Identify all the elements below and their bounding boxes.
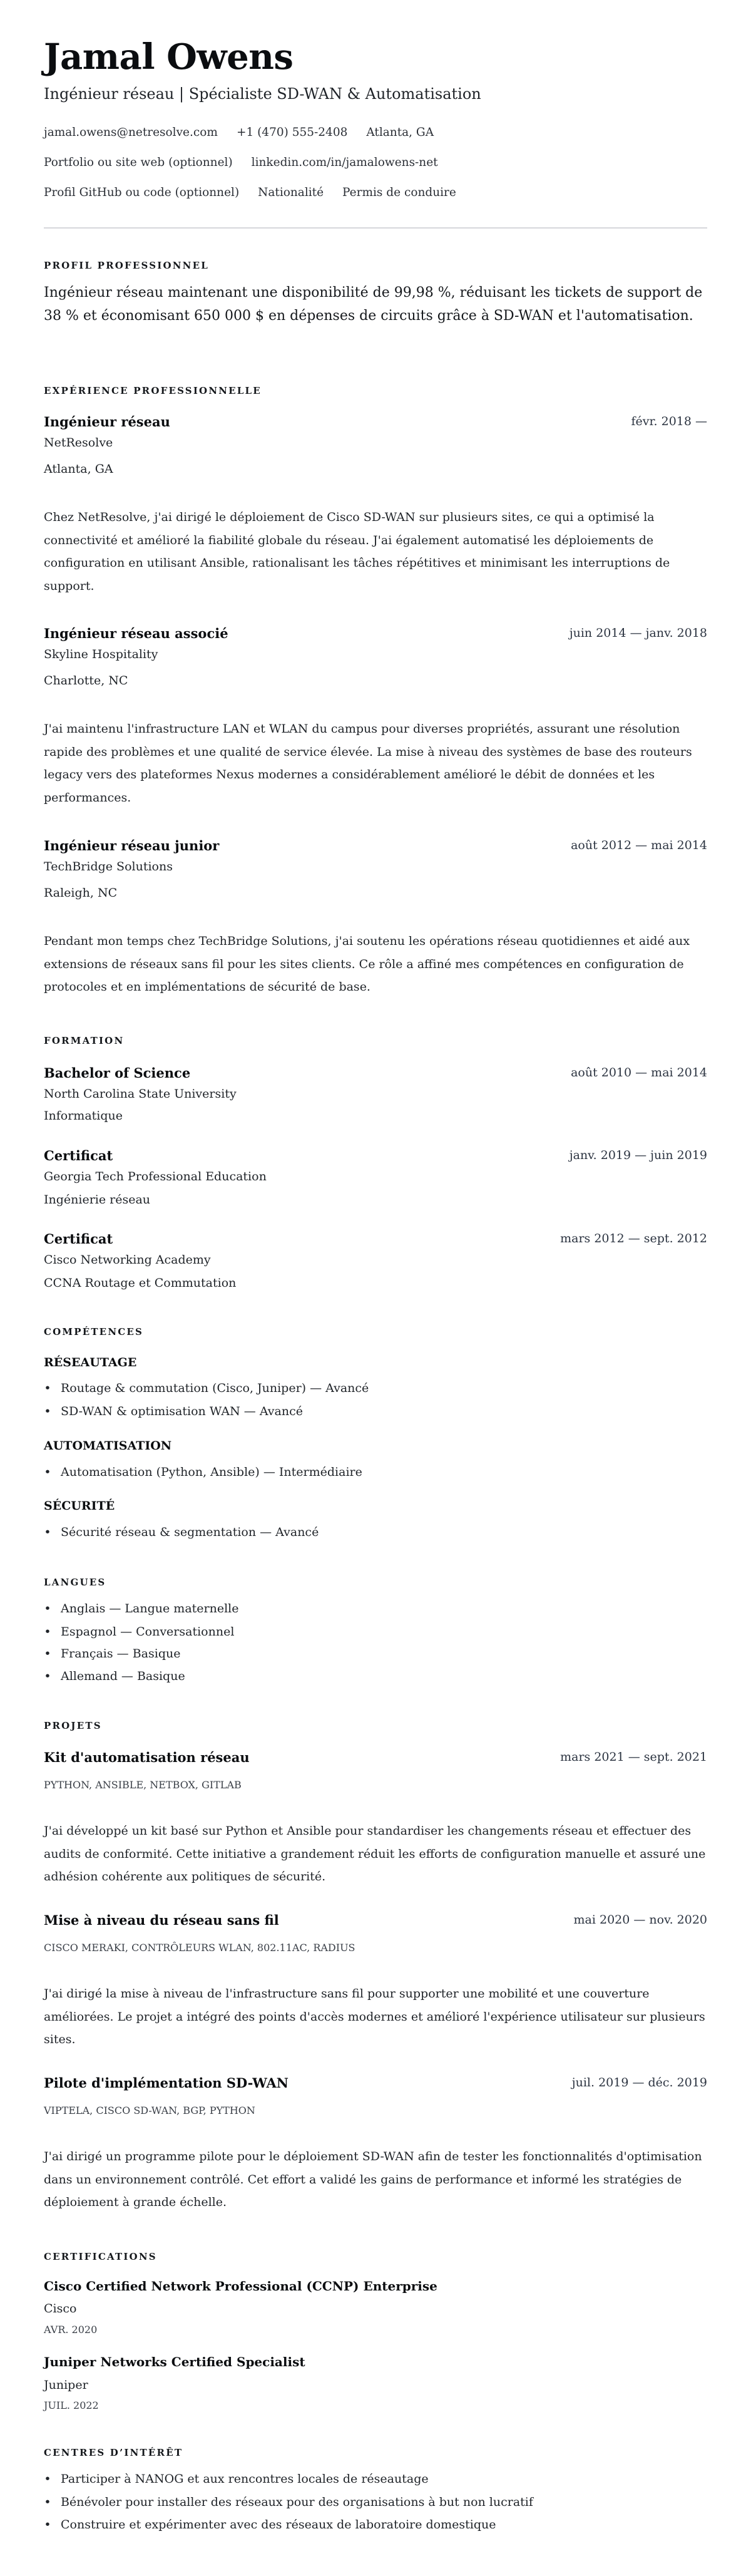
- job-company: TechBridge Solutions: [44, 860, 173, 873]
- job-description: Pendant mon temps chez TechBridge Solutions, j'ai soutenu les opérations réseau quotidiennes et aidé aux extensions de réseaux sans fil pour les sites clients. Ce rôle a affiné mes compétences en configuration de protocoles et en implémentations de sécurité de base.: [44, 934, 690, 994]
- school-name: Georgia Tech Professional Education: [44, 1170, 267, 1183]
- section-title-summary: PROFIL PROFESSIONNEL: [44, 260, 209, 271]
- certification-name: Cisco Certified Network Professional (CCNP) Enterprise: [44, 2279, 437, 2294]
- education-dates: mars 2012 — sept. 2012: [560, 1232, 707, 1245]
- contact-row-3: [44, 185, 456, 201]
- language-text: Français — Basique: [61, 1647, 181, 1661]
- candidate-headline: Ingénieur réseau | Spécialiste SD-WAN & Automatisation: [44, 85, 481, 103]
- summary-text: Ingénieur réseau maintenant une disponibilité de 99,98 %, réduisant les tickets de support de 38 % et économisant 650 000 $ en dépenses de circuits grâce à SD-WAN et l'automatisation.: [44, 285, 703, 324]
- education-dates: août 2010 — mai 2014: [571, 1066, 707, 1079]
- field-of-study: Ingénierie réseau: [44, 1193, 151, 1207]
- job-description: J'ai maintenu l'infrastructure LAN et WLAN du campus pour diverses propriétés, assurant une résolution rapide des problèmes et une qualité de service élevée. La mise à niveau des systèmes de base des routeurs legacy vers des plateformes Nexus modernes a considérablement amélioré le débit de données et les performances.: [44, 722, 692, 805]
- job-company: Skyline Hospitality: [44, 647, 158, 661]
- skill-text: SD-WAN & optimisation WAN — Avancé: [61, 1404, 303, 1418]
- job-title: Ingénieur réseau: [44, 414, 170, 430]
- interest-text: Construire et expérimenter avec des réseaux de laboratoire domestique: [61, 2518, 496, 2532]
- language-text: Espagnol — Conversationnel: [61, 1625, 235, 1639]
- section-title-experience: EXPÉRIENCE PROFESSIONNELLE: [44, 385, 262, 396]
- interest-text: Bénévoler pour installer des réseaux pour des organisations à but non lucratif: [61, 2495, 533, 2509]
- bullet-icon: •: [44, 2472, 51, 2486]
- school-name: North Carolina State University: [44, 1087, 237, 1101]
- contact-driving-license: Permis de conduire: [342, 186, 456, 199]
- job-location: Charlotte, NC: [44, 674, 128, 688]
- project-name: Kit d'automatisation réseau: [44, 1749, 250, 1765]
- contact-phone[interactable]: +1 (470) 555-2408: [236, 126, 348, 139]
- project-tags: PYTHON, ANSIBLE, NETBOX, GITLAB: [44, 1779, 242, 1791]
- job-dates: août 2012 — mai 2014: [571, 838, 707, 852]
- section-title-projects: PROJETS: [44, 1720, 102, 1731]
- field-of-study: CCNA Routage et Commutation: [44, 1276, 237, 1290]
- certification-date: JUIL. 2022: [44, 2399, 99, 2411]
- contact-portfolio[interactable]: Portfolio ou site web (optionnel): [44, 156, 233, 169]
- certification-date: AVR. 2020: [44, 2324, 98, 2336]
- certification-issuer: Juniper: [44, 2378, 88, 2392]
- bullet-icon: •: [44, 1465, 51, 1479]
- language-text: Allemand — Basique: [61, 1669, 185, 1683]
- contact-email[interactable]: jamal.owens@netresolve.com: [44, 126, 218, 139]
- project-dates: juil. 2019 — déc. 2019: [571, 2076, 707, 2089]
- skill-category-networking: RÉSEAUTAGE: [44, 1356, 137, 1369]
- bullet-icon: •: [44, 1525, 51, 1539]
- bullet-icon: •: [44, 1669, 51, 1683]
- job-company: NetResolve: [44, 436, 113, 450]
- skill-category-security: SÉCURITÉ: [44, 1499, 115, 1513]
- job-dates: févr. 2018 —: [631, 415, 707, 428]
- job-title: Ingénieur réseau associé: [44, 626, 228, 641]
- project-dates: mars 2021 — sept. 2021: [560, 1750, 707, 1764]
- contact-github[interactable]: Profil GitHub ou code (optionnel): [44, 186, 240, 199]
- contact-nationality: Nationalité: [258, 186, 324, 199]
- bullet-icon: •: [44, 1381, 51, 1395]
- interest-text: Participer à NANOG et aux rencontres locales de réseautage: [61, 2472, 429, 2486]
- bullet-icon: •: [44, 2518, 51, 2532]
- header-divider: [44, 227, 707, 229]
- skill-text: Automatisation (Python, Ansible) — Intermédiaire: [61, 1465, 362, 1479]
- degree-title: Certificat: [44, 1231, 113, 1247]
- contact-linkedin[interactable]: linkedin.com/in/jamalowens-net: [251, 156, 438, 169]
- certification-issuer: Cisco: [44, 2302, 77, 2316]
- section-title-skills: COMPÉTENCES: [44, 1326, 144, 1337]
- project-description: J'ai développé un kit basé sur Python et Ansible pour standardiser les changements réseau et effectuer des audits de conformité. Cette initiative a grandement réduit les efforts de configuration manuelle et assuré une adhésion cohérente aux politiques de sécurité.: [44, 1824, 706, 1883]
- language-text: Anglais — Langue maternelle: [61, 1602, 239, 1615]
- school-name: Cisco Networking Academy: [44, 1253, 211, 1267]
- contact-row-2: [44, 155, 438, 171]
- bullet-icon: •: [44, 1647, 51, 1661]
- bullet-icon: •: [44, 1625, 51, 1639]
- job-description: Chez NetResolve, j'ai dirigé le déploiement de Cisco SD-WAN sur plusieurs sites, ce qui a optimisé la connectivité et amélioré la fiabilité globale du réseau. J'ai également automatisé les déploiements de configuration en utilisant Ansible, rationalisant les tâches répétitives et minimisant les interruptions de support.: [44, 510, 670, 593]
- degree-title: Bachelor of Science: [44, 1065, 191, 1081]
- project-description: J'ai dirigé un programme pilote pour le déploiement SD-WAN afin de tester les fonctionnalités d'optimisation dans un environnement contrôlé. Cet effort a validé les gains de performance et informé les stratégies de déploiement à grande échelle.: [44, 2150, 702, 2209]
- section-title-education: FORMATION: [44, 1035, 125, 1046]
- field-of-study: Informatique: [44, 1109, 123, 1123]
- job-location: Atlanta, GA: [44, 462, 113, 476]
- project-name: Pilote d'implémentation SD-WAN: [44, 2075, 289, 2091]
- job-dates: juin 2014 — janv. 2018: [569, 626, 707, 640]
- project-tags: VIPTELA, CISCO SD-WAN, BGP, PYTHON: [44, 2105, 255, 2116]
- education-dates: janv. 2019 — juin 2019: [569, 1148, 707, 1162]
- bullet-icon: •: [44, 1602, 51, 1615]
- contact-row-1: [44, 125, 434, 141]
- project-tags: CISCO MERAKI, CONTRÔLEURS WLAN, 802.11AC, RADIUS: [44, 1942, 355, 1954]
- skill-category-automation: AUTOMATISATION: [44, 1439, 172, 1453]
- section-title-languages: LANGUES: [44, 1577, 106, 1588]
- bullet-icon: •: [44, 1404, 51, 1418]
- section-title-certifications: CERTIFICATIONS: [44, 2251, 157, 2262]
- bullet-icon: •: [44, 2495, 51, 2509]
- project-description: J'ai dirigé la mise à niveau de l'infrastructure sans fil pour supporter une mobilité et une couverture améliorées. Le projet a intégré des points d'accès modernes et amélioré l'expérience utilisateur sur plusieurs sites.: [44, 1987, 705, 2046]
- job-title: Ingénieur réseau junior: [44, 838, 220, 853]
- candidate-name: Jamal Owens: [44, 36, 294, 78]
- skill-text: Sécurité réseau & segmentation — Avancé: [61, 1525, 319, 1539]
- degree-title: Certificat: [44, 1148, 113, 1163]
- project-dates: mai 2020 — nov. 2020: [573, 1913, 707, 1927]
- certification-name: Juniper Networks Certified Specialist: [44, 2354, 305, 2369]
- section-title-interests: CENTRES D’INTÉRÊT: [44, 2447, 183, 2458]
- contact-location: Atlanta, GA: [366, 126, 434, 139]
- project-name: Mise à niveau du réseau sans fil: [44, 1912, 279, 1928]
- skill-text: Routage & commutation (Cisco, Juniper) — Avancé: [61, 1381, 369, 1395]
- job-location: Raleigh, NC: [44, 886, 118, 900]
